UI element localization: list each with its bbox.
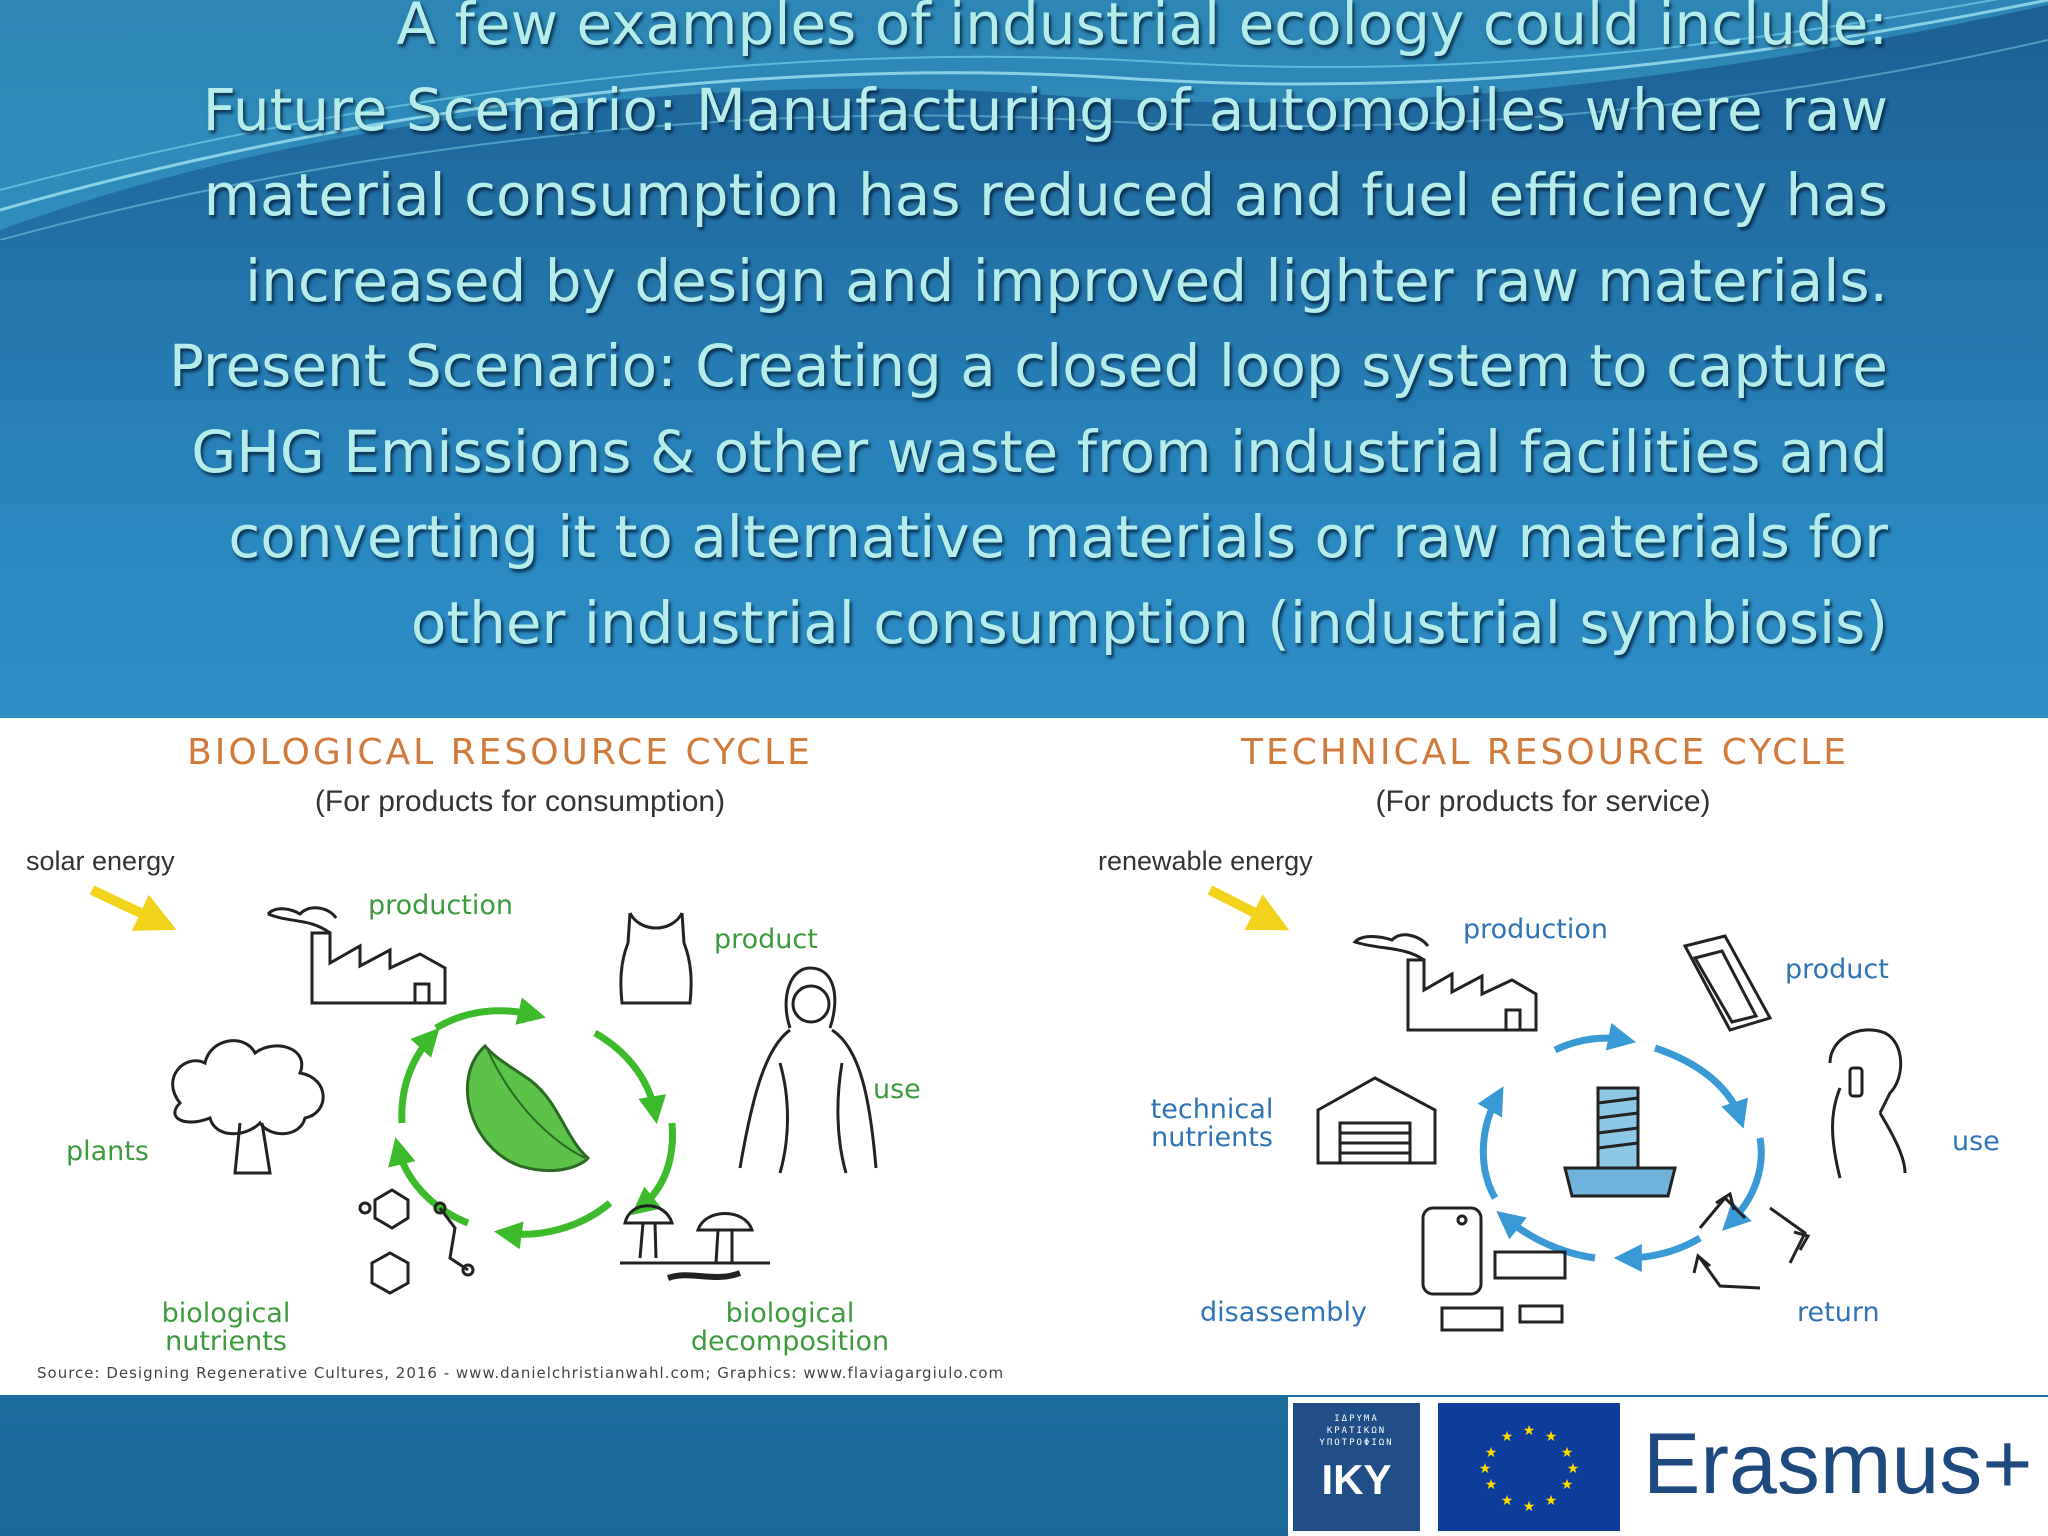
svg-text:★: ★ [1560, 1445, 1574, 1461]
slide-line: converting it to alternative materials or raw materials for [228, 503, 1888, 571]
bio-subtitle: (For products for consumption) [314, 785, 726, 818]
slide-line: Future Scenario: Manufacturing of automobiles where raw [202, 75, 1888, 144]
slide-line: other industrial consumption (industrial symbiosis) [410, 588, 1888, 657]
device-parts-icon [1423, 1208, 1565, 1330]
svg-text:★: ★ [1544, 1493, 1558, 1509]
bolt-icon [1565, 1088, 1675, 1196]
solar-arrow [92, 890, 162, 923]
tech-disassembly-label: disassembly [1200, 1297, 1367, 1328]
tech-subtitle: (For products for service) [1375, 785, 1711, 818]
tree-icon [173, 1041, 324, 1173]
slide-line: increased by design and improved lighter raw materials. [245, 246, 1888, 315]
mushroom-icon [620, 1206, 770, 1278]
tech-product-label: product [1785, 954, 1889, 985]
tech-use-label: use [1952, 1126, 2000, 1157]
woman-icon [740, 968, 876, 1173]
molecule-icon [360, 1190, 473, 1293]
slide-line: Present Scenario: Creating a closed loop system to capture [168, 332, 1888, 400]
erasmus-plus-logo: Erasmus+ [1643, 1416, 2033, 1512]
bio-production-label: production [368, 890, 513, 921]
svg-text:★: ★ [1566, 1461, 1580, 1477]
tech-title: TECHNICAL RESOURCE CYCLE [1240, 732, 1850, 773]
iky-logo-text: IKY [1321, 1456, 1392, 1503]
resource-cycle-diagram [0, 718, 2048, 1395]
svg-text:★: ★ [1500, 1493, 1514, 1509]
tech-energy-label: renewable energy [1098, 846, 1313, 876]
svg-text:★: ★ [1522, 1423, 1536, 1439]
svg-text:★: ★ [1500, 1429, 1514, 1445]
svg-text:★: ★ [1484, 1445, 1498, 1461]
slide-line: A few examples of industrial ecology could include: [396, 0, 1888, 58]
recycle-icon [1694, 1194, 1808, 1288]
tech-factory-icon [1355, 935, 1536, 1030]
bio-nutrients-label-1: biological [161, 1298, 291, 1329]
slide-body-text [90, 0, 1888, 666]
factory-icon [268, 908, 445, 1003]
tech-production-label: production [1463, 914, 1608, 945]
bio-decomposition-label-1: biological [725, 1298, 855, 1329]
bio-decomposition-label-2: decomposition [690, 1326, 890, 1357]
bio-product-label: product [714, 924, 818, 955]
tech-return-label: return [1797, 1297, 1880, 1328]
bio-plants-label: plants [66, 1136, 149, 1167]
svg-text:★: ★ [1484, 1477, 1498, 1493]
slide-line: material consumption has reduced and fuel efficiency has [203, 161, 1888, 229]
iky-logo [1293, 1403, 1420, 1531]
man-phone-icon [1830, 1030, 1905, 1178]
slide-line: GHG Emissions & other waste from industrial facilities and [191, 417, 1888, 486]
svg-text:★: ★ [1522, 1499, 1536, 1515]
svg-text:★: ★ [1560, 1477, 1574, 1493]
resource-cycle-figure [0, 718, 2048, 1395]
eu-flag-icon [1438, 1403, 1620, 1531]
svg-text:★: ★ [1478, 1461, 1492, 1477]
iky-logo-subtext [1293, 1403, 1420, 1449]
figure-source: Source: Designing Regenerative Cultures, 2016 - www.danielchristianwahl.com; Graphics: www.flaviagargiulo.com [37, 1364, 1005, 1382]
eu-stars-icon [1438, 1403, 1620, 1531]
iky-line: ΚΡΑΤΙΚΩΝ [1326, 1426, 1387, 1436]
phone-icon [1685, 936, 1770, 1030]
tech-nutrients-label-2: nutrients [1151, 1122, 1273, 1153]
footer-logos [1288, 1397, 2048, 1536]
iky-line: ΥΠΟΤΡΟΦΙΩΝ [1319, 1438, 1394, 1448]
warehouse-icon [1318, 1078, 1435, 1163]
bio-use-label: use [873, 1074, 921, 1105]
bio-title: BIOLOGICAL RESOURCE CYCLE [187, 732, 813, 773]
leaf-icon [467, 1046, 588, 1171]
bio-energy-label: solar energy [26, 846, 175, 876]
svg-text:★: ★ [1544, 1429, 1558, 1445]
tech-nutrients-label-1: technical [1150, 1094, 1274, 1125]
iky-line: ΙΔΡΥΜΑ [1334, 1414, 1379, 1424]
tank-top-icon [621, 913, 691, 1003]
renewable-arrow [1210, 890, 1275, 923]
bio-nutrients-label-2: nutrients [165, 1326, 287, 1357]
